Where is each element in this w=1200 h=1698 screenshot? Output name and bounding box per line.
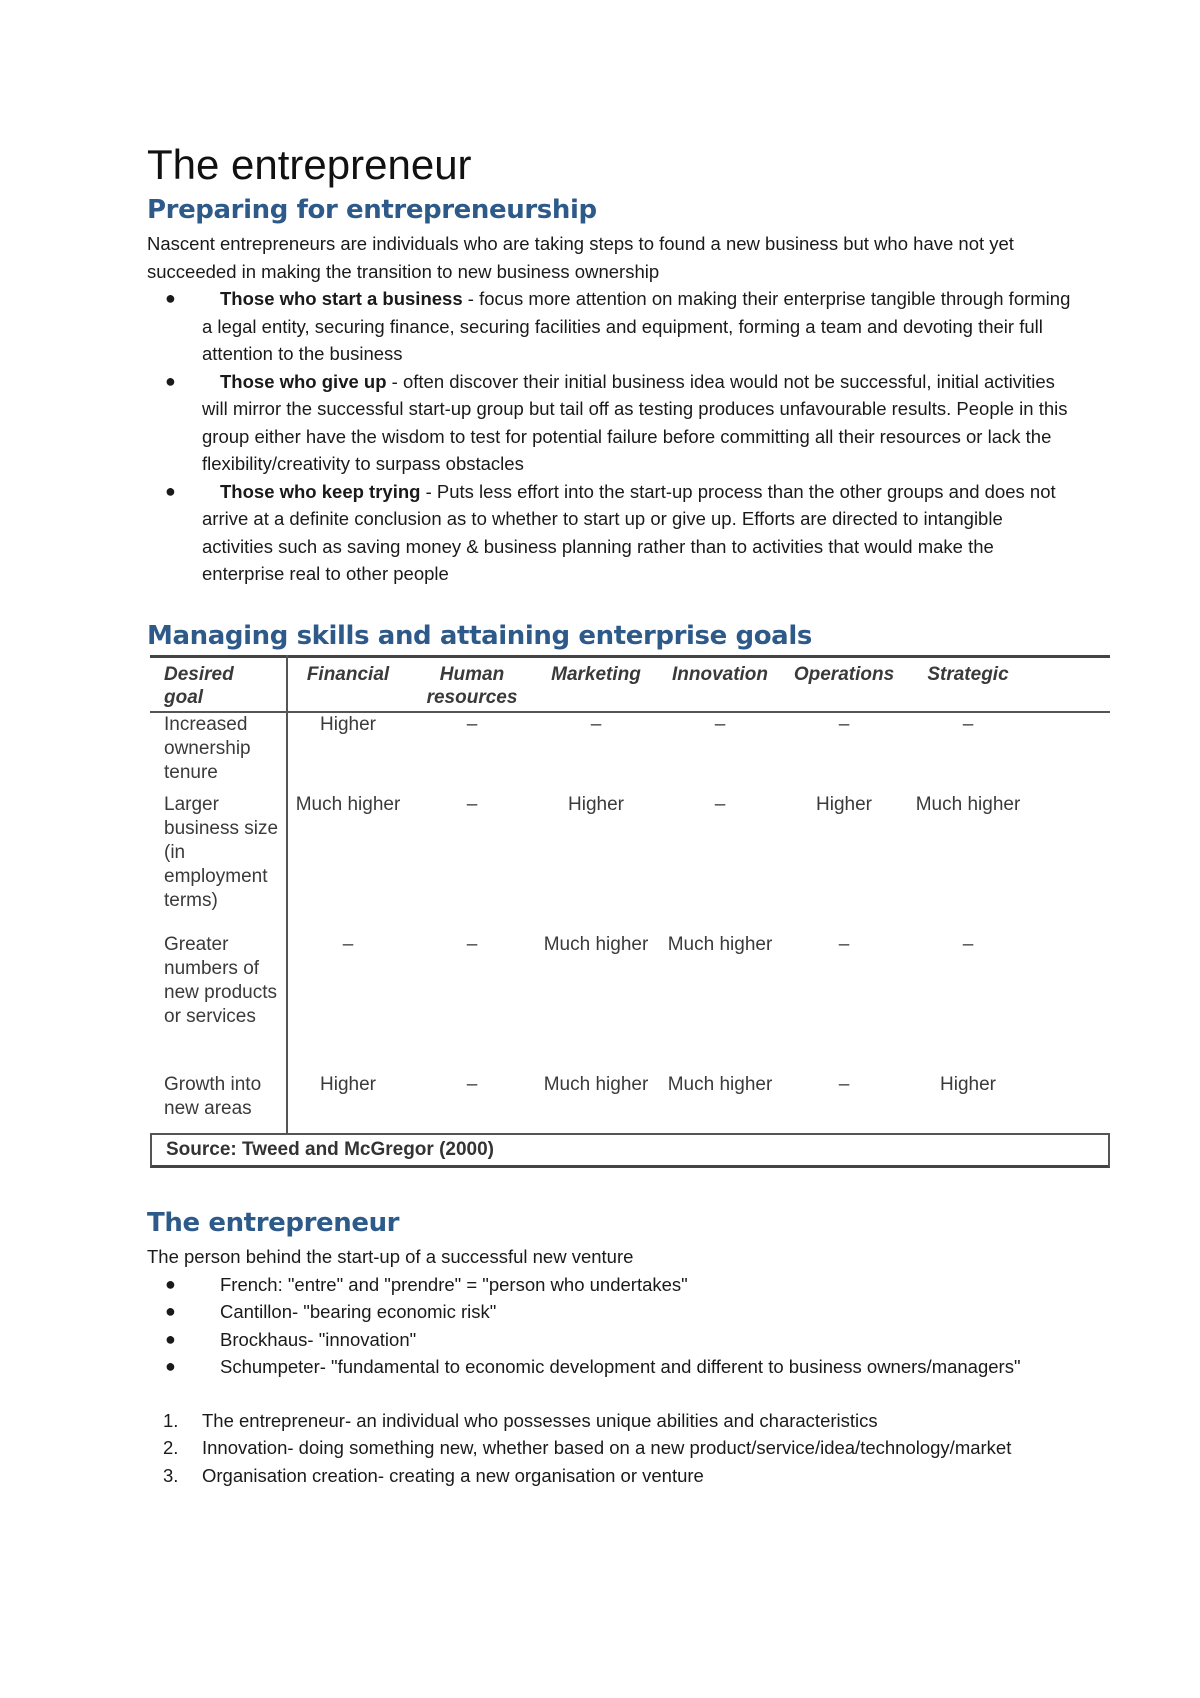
list-item: ● Those who start a business - focus more attention on making their enterprise tangible through forming a legal entity, securing finance, securing facilities and equipment, forming a team and devoting their full attention to the business xyxy=(147,285,1077,368)
table-row-label: Greater numbers of new products or services xyxy=(164,934,278,1027)
bullet-icon: ● xyxy=(165,1301,176,1321)
table-header-strategic: Strategic xyxy=(927,664,1009,685)
table-cell: – xyxy=(962,934,974,955)
section-heading-managing: Managing skills and attaining enterprise goals xyxy=(147,620,812,651)
table-source-box xyxy=(150,1133,1110,1168)
table-cell: Much higher xyxy=(915,794,1021,815)
list-item: 2. Innovation- doing something new, whether based on a new product/service/idea/technology/market xyxy=(163,1437,1012,1458)
table-cell: Higher xyxy=(940,1074,996,1095)
table-cell: – xyxy=(466,934,478,955)
list-item: ● Brockhaus- "innovation" xyxy=(147,1326,1077,1354)
table-cell: Much higher xyxy=(667,1074,773,1095)
list-item: ● Those who give up - often discover their initial business idea would not be successful, initial activities will mirror the successful start-up group but tail off as testing produces unfavourable results. People in this group either have the wisdom to test for potential failure before committing all their resources or lack the flexibility/creativity to surpass obstacles xyxy=(147,368,1077,478)
list-item: ● Cantillon- "bearing economic risk" xyxy=(147,1298,1077,1326)
table-cell: Much higher xyxy=(295,794,401,815)
table-header-financial: Financial xyxy=(306,664,390,685)
table-row-label: Increased ownership tenure xyxy=(164,714,251,783)
table-cell: – xyxy=(714,714,726,735)
bullet-icon: ● xyxy=(165,288,176,308)
table-cell: – xyxy=(962,714,974,735)
table-cell: Higher xyxy=(320,1074,376,1095)
list-item: 3. Organisation creation- creating a new organisation or venture xyxy=(163,1464,704,1486)
table-cell: Higher xyxy=(568,794,624,815)
table-header-operations: Operations xyxy=(793,664,895,685)
bullet-icon: ● xyxy=(165,1356,176,1376)
numbered-list xyxy=(147,1407,1077,1490)
table-cell: – xyxy=(838,934,850,955)
table-cell: Much higher xyxy=(667,934,773,955)
document-page xyxy=(147,140,1077,656)
nascent-groups-list xyxy=(147,285,1077,588)
section-intro-entrepreneur: The person behind the start-up of a successful new venture xyxy=(147,1246,634,1267)
bullet-icon: ● xyxy=(165,1273,176,1294)
table-header-desired-goal: Desired goal xyxy=(164,664,234,708)
list-item: ● Those who keep trying - Puts less effort into the start-up process than the other groups and does not arrive at a definite conclusion as to whether to start up or give up. Efforts are directed to intangible activities such as saving money & business planning rather than to activities that would make the enterprise real to other people xyxy=(147,478,1077,588)
skills-goals-table xyxy=(150,655,1110,1175)
bullet-icon: ● xyxy=(165,480,176,501)
section-heading-entrepreneur: The entrepreneur xyxy=(147,1208,400,1238)
bullet-icon: ● xyxy=(165,1328,176,1349)
page-title: The entrepreneur xyxy=(147,141,472,188)
table-cell: Higher xyxy=(816,794,872,815)
table-cell: – xyxy=(466,1074,478,1095)
table-cell: – xyxy=(466,714,478,735)
table-source: Source: Tweed and McGregor (2000) xyxy=(166,1139,495,1160)
section-intro-nascent: Nascent entrepreneurs are individuals who are taking steps to found a new business but who have not yet succeeded in making the transition to new business ownership xyxy=(147,233,1014,282)
table-cell: Much higher xyxy=(543,1074,649,1095)
table-row-label: Larger business size (in employment terms) xyxy=(164,794,279,911)
table-header-marketing: Marketing xyxy=(551,664,641,685)
table-row-label: Growth into new areas xyxy=(164,1074,262,1119)
section-entrepreneur xyxy=(147,1203,1077,1489)
bullet-icon: ● xyxy=(165,370,176,391)
table-header-human-resources: Human resources xyxy=(426,664,518,708)
table-cell: – xyxy=(466,794,478,815)
table-cell: – xyxy=(838,714,850,735)
table-cell: Much higher xyxy=(543,934,649,955)
table-cell: – xyxy=(342,934,354,955)
table-cell: Higher xyxy=(320,714,376,735)
list-item: ● French: "entre" and "prendre" = "person who undertakes" xyxy=(147,1271,1077,1299)
table-cell: – xyxy=(714,794,726,815)
list-item: 1. The entrepreneur- an individual who possesses unique abilities and characteristics xyxy=(163,1409,878,1431)
section-heading-preparing: Preparing for entrepreneurship xyxy=(147,195,597,225)
definitions-list xyxy=(147,1271,1077,1381)
table-cell: – xyxy=(590,714,602,735)
table-header-innovation: Innovation xyxy=(671,664,769,685)
list-item: ● Schumpeter- "fundamental to economic development and different to business owners/managers" xyxy=(147,1353,1077,1381)
table-cell: – xyxy=(838,1074,850,1095)
